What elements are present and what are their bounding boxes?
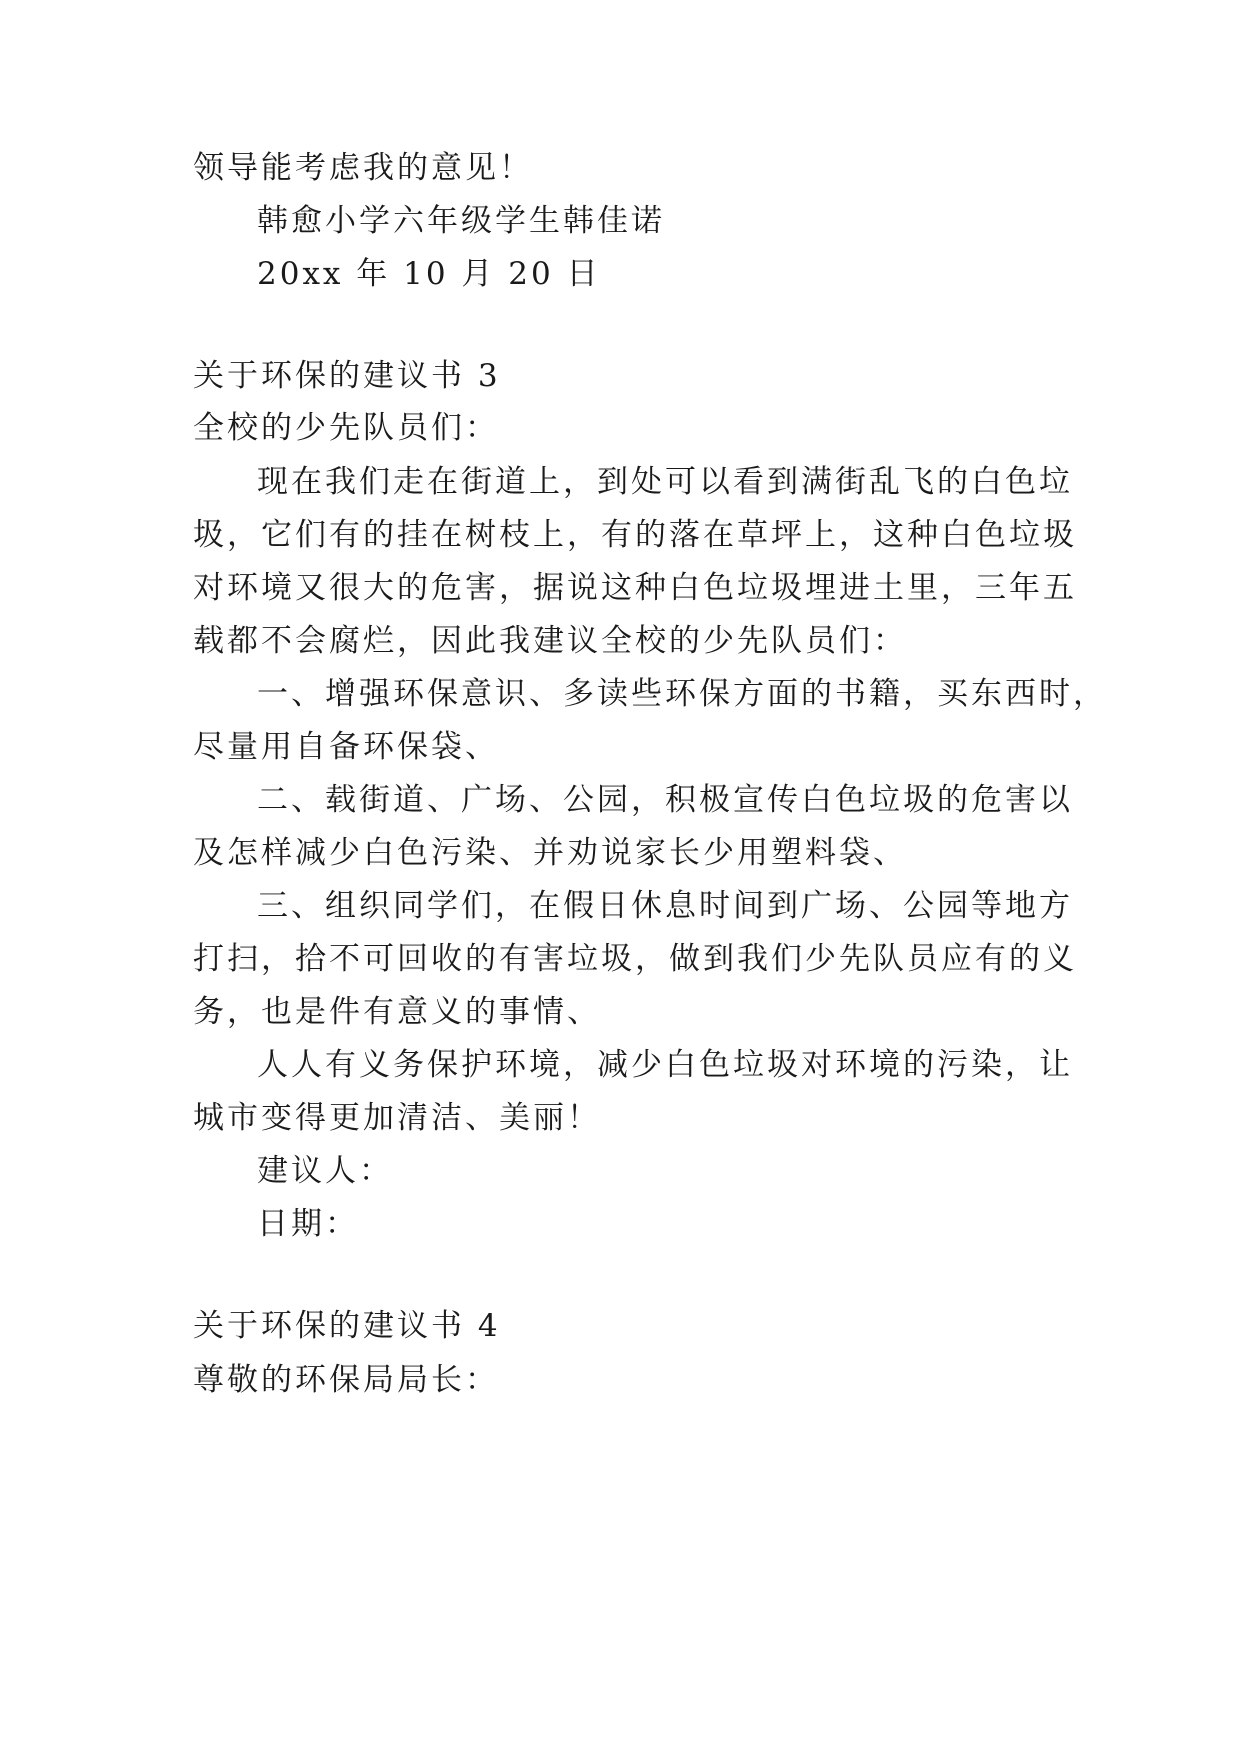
paragraph-line: 现在我们走在街道上，到处可以看到满街乱飞的白色垃 [257, 464, 1073, 500]
letter-date: 20xx 年 10 月 20 日 [257, 256, 601, 292]
paragraph-line: 尽量用自备环保袋、 [193, 729, 499, 765]
paragraph-line: 打扫，拾不可回收的有害垃圾，做到我们少先队员应有的义 [193, 941, 1077, 977]
body-text-line: 领导能考虑我的意见！ [193, 150, 533, 186]
section-title: 关于环保的建议书 3 [193, 358, 501, 394]
paragraph-line: 一、增强环保意识、多读些环保方面的书籍，买东西时， [257, 676, 1107, 712]
proposer-label: 建议人： [257, 1153, 393, 1189]
paragraph-line: 三、组织同学们，在假日休息时间到广场、公园等地方 [257, 888, 1073, 924]
paragraph-line: 城市变得更加清洁、美丽！ [193, 1100, 601, 1136]
signature: 韩愈小学六年级学生韩佳诺 [257, 203, 665, 239]
paragraph-line: 务，也是件有意义的事情、 [193, 994, 601, 1030]
date-label: 日期： [257, 1206, 359, 1242]
salutation: 全校的少先队员们： [193, 410, 499, 446]
salutation: 尊敬的环保局局长： [193, 1362, 499, 1398]
paragraph-line: 及怎样减少白色污染、并劝说家长少用塑料袋、 [193, 835, 907, 871]
paragraph-line: 二、载街道、广场、公园，积极宣传白色垃圾的危害以 [257, 782, 1073, 818]
section-title: 关于环保的建议书 4 [193, 1308, 501, 1344]
paragraph-line: 对环境又很大的危害，据说这种白色垃圾埋进土里，三年五 [193, 570, 1077, 606]
paragraph-line: 圾，它们有的挂在树枝上，有的落在草坪上，这种白色垃圾 [193, 517, 1077, 553]
paragraph-line: 载都不会腐烂，因此我建议全校的少先队员们： [193, 623, 907, 659]
paragraph-line: 人人有义务保护环境，减少白色垃圾对环境的污染，让 [257, 1047, 1073, 1083]
